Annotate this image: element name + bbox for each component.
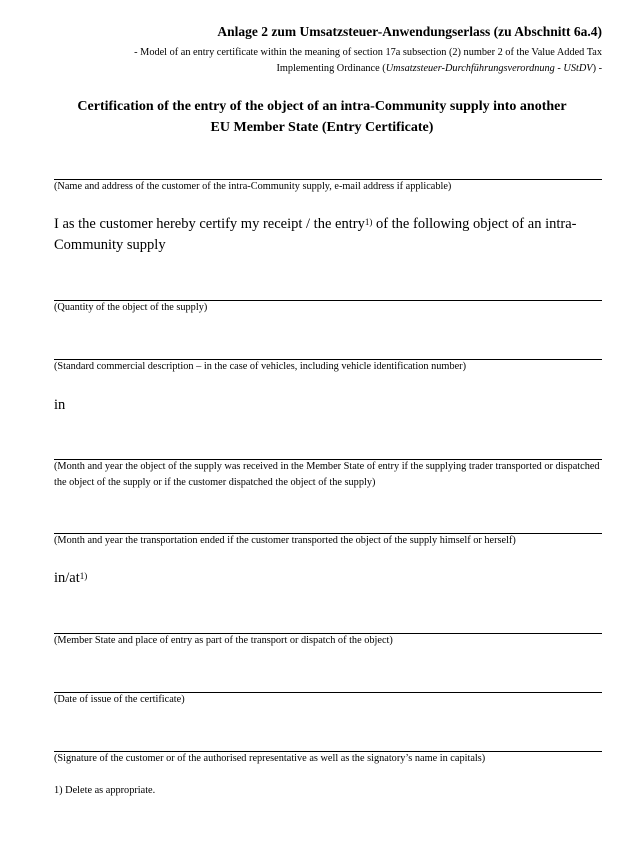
statement-footnote-mark: 1) [364,217,373,227]
member-state-caption: (Member State and place of entry as part of the transport or dispatch of the object) [54,635,393,646]
month-received-caption: (Month and year the object of the supply was received in the Member State of entry if the supplying trader transported or dispatched the object of the supply or if the customer dispatched the object of the supply) [54,461,600,488]
subtitle-prefix: - Model of an entry certificate within the meaning of section 17a subsection (2) number 2 of the Value Added Tax Implementing Ordinance ( [134,47,602,74]
title-line-2: EU Member State (Entry Certificate) [210,120,434,135]
date-caption: (Date of issue of the certificate) [54,694,185,705]
statement-text: I as the customer hereby certify my receipt / the entry [54,216,365,232]
in-label: in [54,397,66,413]
annex-title: Anlage 2 zum Umsatzsteuer-Anwendungserlass (zu Abschnitt 6a.4) [217,24,602,39]
quantity-caption: (Quantity of the object of the supply) [54,302,208,313]
footnote: 1) Delete as appropriate. [54,785,156,796]
page-title [40,96,604,138]
title-line-1: Certification of the entry of the object of an intra-Community supply into another [77,99,567,114]
signature-caption: (Signature of the customer or of the authorised representative as well as the signatory’s name in capitals) [54,753,486,764]
annex-subtitle [132,45,602,77]
description-caption: (Standard commercial description – in the case of vehicles, including vehicle identification number) [54,361,467,372]
customer-caption: (Name and address of the customer of the intra-Community supply, e-mail address if applicable) [54,181,452,192]
statement-rest: of the following object of an intra-Community supply [54,216,577,253]
certification-statement [54,214,602,256]
subtitle-italic: Umsatzsteuer-Durchführungsverordnung - UStDV [385,63,593,74]
in-at-text: in/at [54,570,80,586]
subtitle-suffix: ) - [592,63,602,74]
in-at-label [54,568,602,589]
in-at-footnote-mark: 1) [79,571,88,581]
month-transport-caption: (Month and year the transportation ended if the customer transported the object of the supply himself or herself) [54,535,516,546]
